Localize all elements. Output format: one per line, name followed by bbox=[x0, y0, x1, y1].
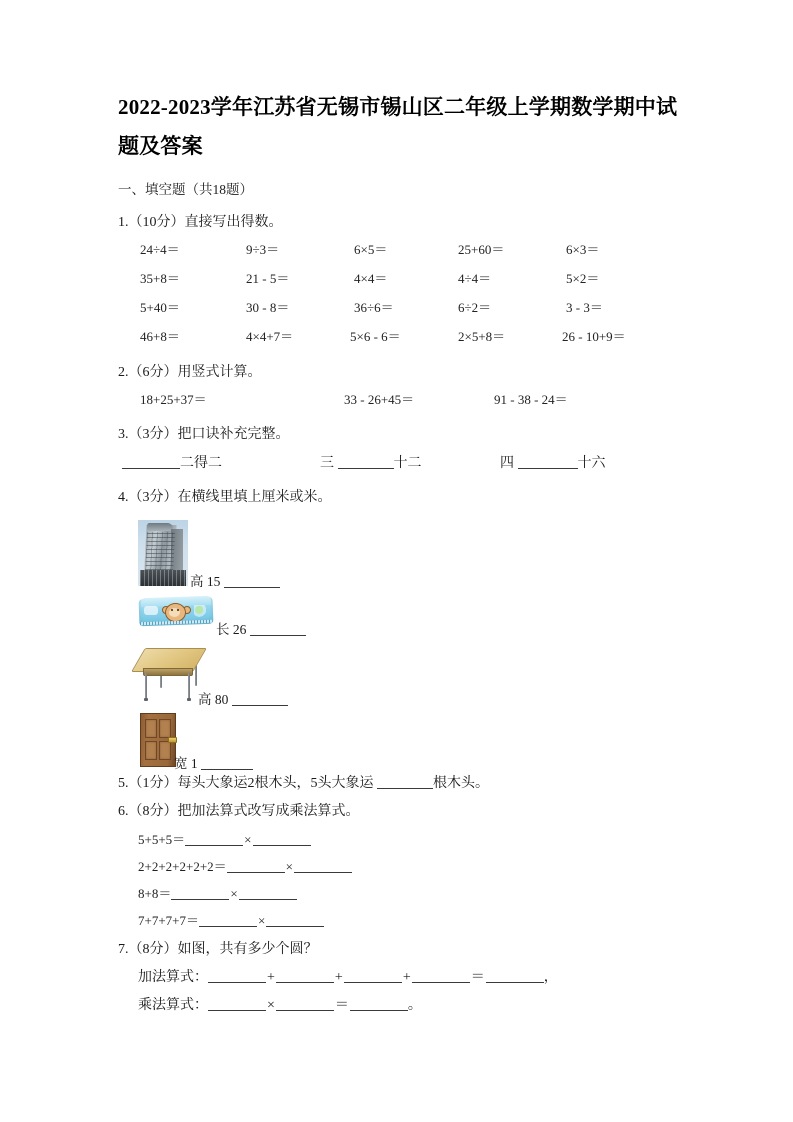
answer-blank[interactable] bbox=[227, 858, 285, 873]
multiply-operator: × bbox=[267, 998, 275, 1013]
koujue-item bbox=[320, 452, 422, 472]
calc-cell: 30 - 8＝ bbox=[246, 300, 290, 315]
multiply-operator: × bbox=[244, 832, 252, 847]
calc-cell: 6×3＝ bbox=[566, 242, 600, 257]
question-2-score: （6分） bbox=[128, 365, 178, 380]
measure-label bbox=[190, 570, 280, 590]
koujue-suffix: 十六 bbox=[577, 456, 606, 471]
measure-label bbox=[216, 618, 306, 638]
calc-row bbox=[118, 326, 690, 355]
answer-blank[interactable] bbox=[208, 968, 266, 983]
plus-operator: + bbox=[334, 970, 343, 985]
answer-blank[interactable] bbox=[171, 885, 229, 900]
calc-cell: 6÷2＝ bbox=[458, 300, 492, 315]
question-4-score: （3分） bbox=[128, 490, 178, 505]
question-7-number: 7. bbox=[118, 942, 129, 957]
question-5-prompt bbox=[118, 770, 690, 798]
multiplication-answer-row bbox=[118, 992, 690, 1020]
equals-operator: ＝ bbox=[334, 998, 349, 1013]
calc-cell: 24÷4＝ bbox=[140, 242, 180, 257]
answer-blank[interactable] bbox=[294, 858, 352, 873]
calc-cell: 25+60＝ bbox=[458, 242, 505, 257]
question-2-number: 2. bbox=[118, 365, 129, 380]
answer-blank[interactable] bbox=[122, 454, 180, 469]
answer-blank[interactable] bbox=[412, 968, 470, 983]
measure-label bbox=[198, 688, 288, 708]
answer-blank[interactable] bbox=[266, 912, 324, 927]
answer-blank[interactable] bbox=[338, 454, 394, 469]
calc-cell: 9÷3＝ bbox=[246, 242, 280, 257]
koujue-item bbox=[122, 452, 222, 472]
question-4-prompt bbox=[118, 484, 690, 512]
question-6-number: 6. bbox=[118, 804, 129, 819]
calc-row bbox=[118, 268, 690, 297]
multiplication-label: 乘法算式： bbox=[138, 998, 208, 1013]
answer-blank[interactable] bbox=[199, 912, 257, 927]
question-6-score: （8分） bbox=[128, 804, 178, 819]
measure-item-table bbox=[118, 644, 690, 706]
calc-cell: 5+40＝ bbox=[140, 300, 180, 315]
equation-left: 7+7+7+7＝ bbox=[138, 913, 199, 928]
question-6-prompt bbox=[118, 798, 690, 826]
question-5-text-before: 每头大象运2根木头，5头大象运 bbox=[177, 776, 374, 791]
equation-row bbox=[118, 880, 690, 907]
answer-blank[interactable] bbox=[232, 691, 288, 706]
plus-operator: + bbox=[402, 970, 411, 985]
multiply-operator: × bbox=[230, 886, 238, 901]
question-7-text: 如图，共有多少个圆？ bbox=[177, 942, 318, 957]
building-photo bbox=[138, 520, 188, 586]
calc-cell: 21 - 5＝ bbox=[246, 271, 290, 286]
table-photo bbox=[138, 646, 204, 702]
question-7-score: （8分） bbox=[128, 942, 178, 957]
equation-row bbox=[118, 853, 690, 880]
multiply-operator: × bbox=[285, 859, 294, 874]
koujue-suffix: 十二 bbox=[393, 456, 422, 471]
calc-cell: 3 - 3＝ bbox=[566, 300, 603, 315]
question-1-text: 直接写出得数。 bbox=[184, 215, 283, 230]
answer-blank[interactable] bbox=[208, 996, 266, 1011]
question-6-text: 把加法算式改写成乘法算式。 bbox=[177, 804, 360, 819]
measure-text: 高 15 bbox=[190, 574, 221, 589]
calc-cell: 46+8＝ bbox=[140, 329, 180, 344]
measure-item-door bbox=[118, 710, 690, 770]
measure-text: 高 80 bbox=[198, 692, 229, 707]
koujue-prefix: 三 bbox=[320, 456, 334, 471]
question-5-score: （1分） bbox=[128, 776, 178, 791]
koujue-suffix: 二得二 bbox=[180, 456, 222, 471]
question-1-score: （10分） bbox=[128, 215, 185, 230]
calc-cell: 5×6 - 6＝ bbox=[350, 329, 401, 344]
koujue-item bbox=[500, 452, 606, 472]
koujue-prefix: 四 bbox=[500, 456, 514, 471]
answer-blank[interactable] bbox=[276, 996, 334, 1011]
measure-text: 宽 1 bbox=[174, 756, 198, 771]
calc-row bbox=[118, 239, 690, 268]
calc-cell: 2×5+8＝ bbox=[458, 329, 506, 344]
multiply-operator: × bbox=[258, 913, 266, 928]
calc-cell: 4×4+7＝ bbox=[246, 329, 294, 344]
answer-blank[interactable] bbox=[201, 755, 253, 770]
vertical-calc-item: 18+25+37＝ bbox=[140, 392, 207, 407]
equation-left: 5+5+5＝ bbox=[138, 832, 186, 847]
addition-tail: ， bbox=[543, 970, 558, 985]
calc-cell: 5×2＝ bbox=[566, 271, 600, 286]
addition-label: 加法算式： bbox=[138, 970, 208, 985]
calc-row bbox=[118, 297, 690, 326]
section-heading: 一、填空题（共18题） bbox=[118, 182, 253, 197]
answer-blank[interactable] bbox=[350, 996, 408, 1011]
answer-blank[interactable] bbox=[276, 968, 334, 983]
answer-blank[interactable] bbox=[486, 968, 544, 983]
equation-row bbox=[118, 826, 690, 853]
question-2-items bbox=[118, 389, 690, 419]
equation-row bbox=[118, 907, 690, 934]
answer-blank[interactable] bbox=[344, 968, 402, 983]
question-1-grid bbox=[118, 239, 690, 355]
vertical-calc-item: 91 - 38 - 24＝ bbox=[494, 392, 568, 407]
question-1-number: 1. bbox=[118, 215, 129, 230]
addition-answer-row bbox=[118, 964, 690, 992]
equation-left: 8+8＝ bbox=[138, 886, 172, 901]
answer-blank[interactable] bbox=[518, 454, 578, 469]
question-4-text: 在横线里填上厘米或米。 bbox=[177, 490, 332, 505]
equation-left: 2+2+2+2+2+2＝ bbox=[138, 859, 227, 874]
plus-operator: + bbox=[267, 970, 275, 985]
door-photo bbox=[138, 712, 178, 766]
equals-operator: ＝ bbox=[470, 970, 485, 985]
question-5-number: 5. bbox=[118, 776, 129, 791]
question-4-number: 4. bbox=[118, 490, 129, 505]
measure-text: 长 26 bbox=[216, 622, 247, 637]
document-content bbox=[118, 88, 690, 1020]
calc-cell: 36÷6＝ bbox=[354, 300, 394, 315]
calc-cell: 4×4＝ bbox=[354, 271, 388, 286]
question-3-prompt bbox=[118, 421, 690, 449]
question-3-items bbox=[118, 452, 690, 482]
measure-item-pencil-case bbox=[118, 592, 690, 640]
pencil-case-photo bbox=[138, 594, 214, 628]
question-2-text: 用竖式计算。 bbox=[177, 365, 262, 380]
question-5-text-after: 根木头。 bbox=[433, 776, 489, 791]
question-3-text: 把口诀补充完整。 bbox=[177, 427, 290, 442]
calc-cell: 6×5＝ bbox=[354, 242, 388, 257]
question-2-prompt bbox=[118, 359, 690, 387]
measure-label bbox=[174, 752, 253, 772]
calc-cell: 35+8＝ bbox=[140, 271, 180, 286]
question-3-score: （3分） bbox=[128, 427, 178, 442]
answer-blank[interactable] bbox=[185, 831, 243, 846]
answer-blank[interactable] bbox=[253, 831, 311, 846]
measure-item-building bbox=[118, 516, 690, 588]
answer-blank[interactable] bbox=[239, 885, 297, 900]
calc-cell: 26 - 10+9＝ bbox=[562, 329, 626, 344]
question-3-number: 3. bbox=[118, 427, 129, 442]
page-title: 2022-2023学年江苏省无锡市锡山区二年级上学期数学期中试题及答案 bbox=[118, 95, 678, 158]
multiplication-tail: 。 bbox=[407, 998, 422, 1013]
vertical-calc-item: 33 - 26+45＝ bbox=[344, 392, 415, 407]
answer-blank[interactable] bbox=[377, 774, 433, 789]
question-7-prompt bbox=[118, 936, 690, 964]
calc-cell: 4÷4＝ bbox=[458, 271, 492, 286]
answer-blank[interactable] bbox=[250, 621, 306, 636]
question-1-prompt bbox=[118, 209, 690, 237]
answer-blank[interactable] bbox=[224, 573, 280, 588]
